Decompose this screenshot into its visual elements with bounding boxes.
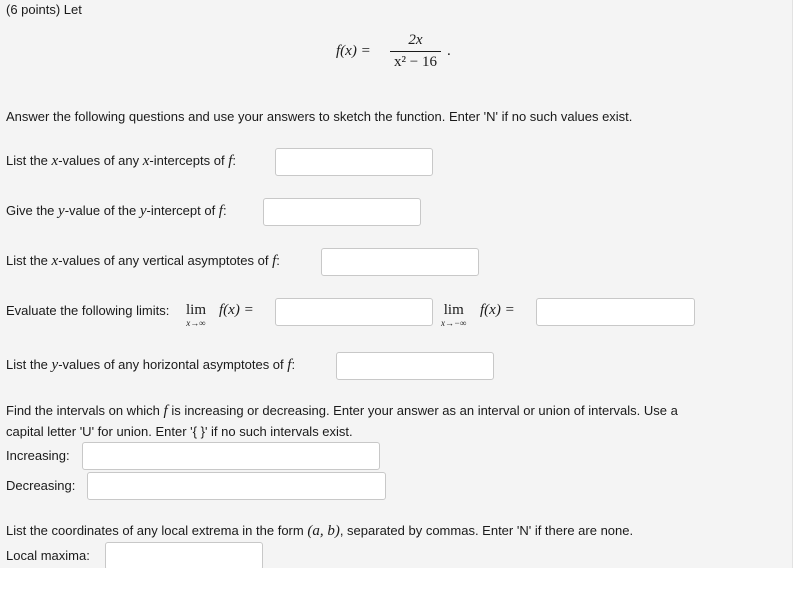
xint-input[interactable] xyxy=(275,148,433,176)
intro-text: Answer the following questions and use your answers to sketch the function. Enter 'N' if no such values exist. xyxy=(6,109,633,124)
lim-neg: lim x→−∞ xyxy=(441,302,467,328)
decreasing-label: Decreasing: xyxy=(6,478,76,493)
intervals-text-1: Find the intervals on which f is increasing or decreasing. Enter your answer as an interval or union of intervals. Use a xyxy=(6,403,678,419)
va-label: List the x-values of any vertical asymptotes of f: xyxy=(6,253,280,269)
decreasing-input[interactable] xyxy=(87,472,386,500)
lim-pos: lim x→∞ xyxy=(186,302,207,328)
points-header: (6 points) Let xyxy=(6,2,82,17)
va-input[interactable] xyxy=(321,248,479,276)
increasing-label: Increasing: xyxy=(6,448,70,463)
formula-lhs: f(x) = xyxy=(336,43,371,59)
increasing-input[interactable] xyxy=(82,442,380,470)
limit-neg-inf-input[interactable] xyxy=(536,298,695,326)
extrema-text: List the coordinates of any local extrema in the form (a, b), separated by commas. Enter 'N' if there are none. xyxy=(6,523,634,539)
maxima-label: Local maxima: xyxy=(6,548,90,563)
yint-input[interactable] xyxy=(263,198,421,226)
ha-label: List the y-values of any horizontal asymptotes of f: xyxy=(6,357,296,373)
local-maxima-input[interactable] xyxy=(105,542,263,568)
lim-neg-expr: f(x) = xyxy=(480,302,515,318)
formula-fraction xyxy=(390,32,441,71)
xint-label: List the x-values of any x-intercepts of f: xyxy=(6,153,236,169)
ha-input[interactable] xyxy=(336,352,494,380)
yint-label: Give the y-value of the y-intercept of f: xyxy=(6,203,227,219)
intervals-text-2: capital letter 'U' for union. Enter '{ }' if no such intervals exist. xyxy=(6,424,353,439)
formula-period: . xyxy=(447,43,451,59)
denominator: x² − 16 xyxy=(390,51,441,71)
numerator: 2x xyxy=(408,32,423,48)
limits-label: Evaluate the following limits: xyxy=(6,303,170,318)
limit-pos-inf-input[interactable] xyxy=(275,298,433,326)
lim-pos-expr: f(x) = xyxy=(219,302,254,318)
